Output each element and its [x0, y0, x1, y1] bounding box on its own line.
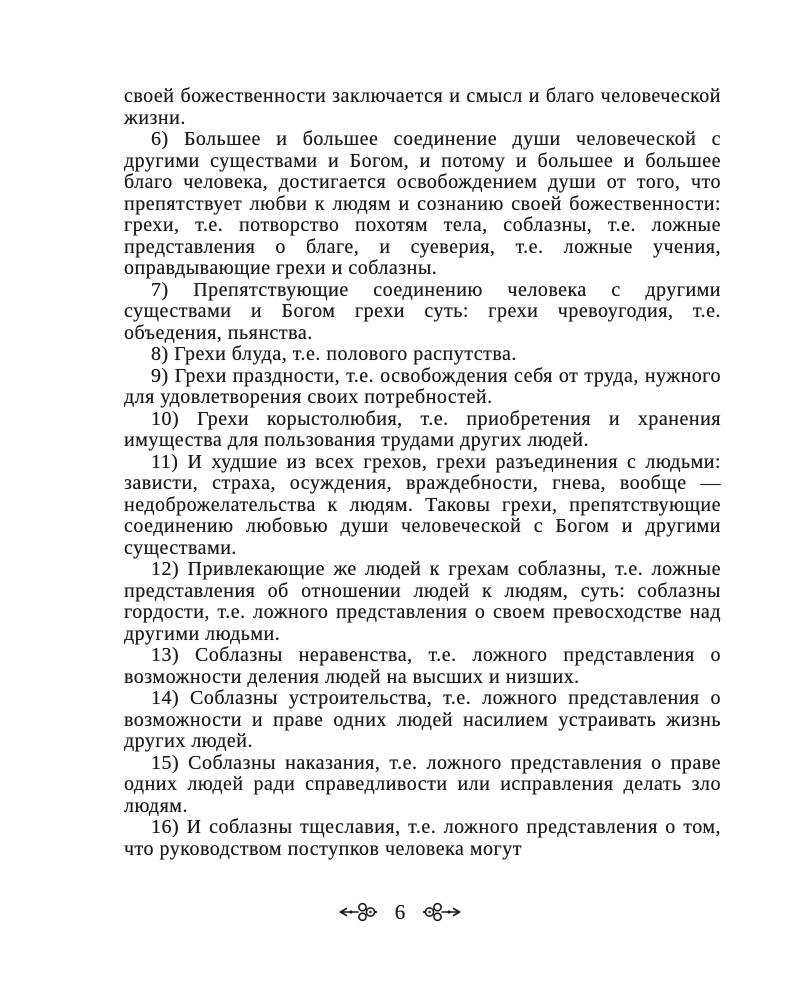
fleuron-left-icon [339, 902, 378, 922]
paragraph: 9) Грехи праздности, т.е. освобождения себя от труда, нужного для удовлетворения своих потребностей. [124, 364, 721, 408]
paragraph: своей божественности заключается и смысл и благо человеческой жизни. [124, 85, 721, 129]
page-footer [0, 900, 800, 924]
paragraph: 15) Соблазны наказания, т.е. ложного представления о праве одних людей ради справедливости или исправления делать зло людям. [124, 751, 721, 817]
paragraph: 12) Привлекающие же людей к грехам соблазны, т.е. ложные представления об отношении людей к людям, суть: соблазны гордости, т.е. ложного представления о своем превосходстве над другими людьми. [124, 558, 721, 645]
paragraph: 8) Грехи блуда, т.е. полового распутства. [151, 343, 517, 365]
paragraph: 6) Большее и большее соединение души человеческой с другими существами и Богом, и потому и большее и большее благо человека, достигается освобождением души от того, что препятствует любви к людям и сознанию своей божественности: грехи, т.е. потворство похотям тела, соблазны, т.е. ложные представления о благе, и суеверия, т.е. ложные учения, оправдывающие грехи и соблазны. [124, 128, 721, 279]
page-number: 6 [394, 900, 406, 924]
paragraph: 7) Препятствующие соединению человека с другими существами и Богом грехи суть: грехи чревоугодия, т.е. объедения, пьянства. [124, 278, 721, 344]
body-text [124, 86, 721, 860]
paragraph: 10) Грехи корыстолюбия, т.е. приобретения и хранения имущества для пользования трудами других людей. [124, 407, 721, 451]
paragraph: 11) И худшие из всех грехов, грехи разъединения с людьми: зависти, страха, осуждения, враждебности, гнева, вообще — недоброжелательства к людям. Таковы грехи, препятствующие соединению любовью души человеческой с Богом и другими существами. [124, 450, 721, 559]
paragraph: 13) Соблазны неравенства, т.е. ложного представления о возможности деления людей на высших и низших. [124, 644, 721, 688]
paragraph: 14) Соблазны устроительства, т.е. ложного представления о возможности и праве одних людей насилием устраивать жизнь других людей. [124, 687, 721, 752]
paragraph: 16) И соблазны тщеславия, т.е. ложного представления о том, что руководством поступков человека могут [124, 816, 721, 860]
fleuron-right-icon [422, 902, 461, 922]
